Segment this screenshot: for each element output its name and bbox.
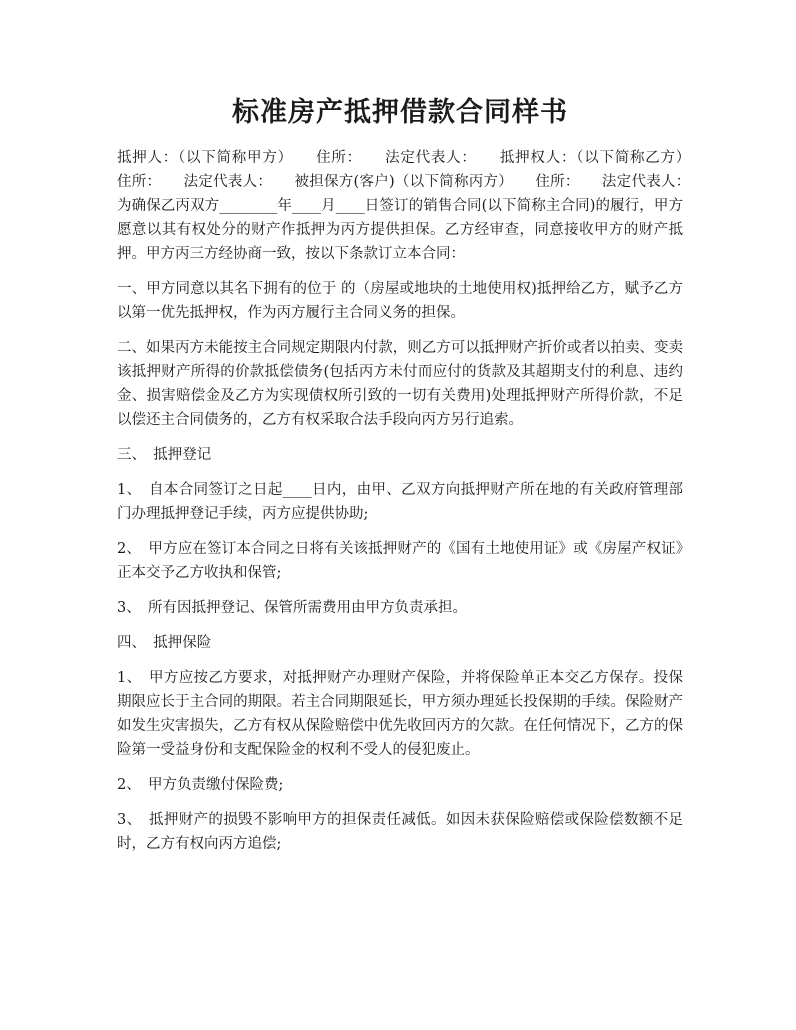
paragraph-insurance-2: 2、 甲方负责缴付保险费; (117, 777, 284, 793)
section-heading-insurance: 四、 抵押保险 (117, 635, 212, 651)
paragraph-insurance-3: 3、 抵押财产的损毁不影响甲方的担保责任减低。如因未获保险赔偿或保险偿数额不足时，乙方有权向丙方追偿; (117, 812, 683, 852)
paragraph-registration-1: 1、 自本合同签订之日起____日内，由甲、乙双方向抵押财产所在地的有关政府管理部门办理抵押登记手续，丙方应提供协助; (117, 482, 683, 522)
section-heading-registration: 三、 抵押登记 (117, 447, 212, 463)
paragraph-registration-3: 3、 所有因抵押登记、保管所需费用由甲方负责承担。 (117, 600, 467, 616)
document-body (117, 146, 712, 867)
paragraph-insurance-1: 1、 甲方应按乙方要求，对抵押财产办理财产保险，并将保险单正本交乙方保存。投保期限应长于主合同的期限。若主合同期限延长，甲方须办理延长投保期的手续。保险财产如发生灾害损失，乙方有权从保险赔偿中优先收回丙方的欠款。在任何情况下，乙方的保险第一受益身份和支配保险金的权利不受人的侵犯废止。 (117, 670, 683, 758)
paragraph-clause-2: 二、如果丙方未能按主合同规定期限内付款，则乙方可以抵押财产折价或者以拍卖、变卖该抵押财产所得的价款抵偿债务(包括丙方未付而应付的货款及其超期支付的利息、违约金、损害赔偿金及乙方为实现债权所引致的一切有关费用)处理抵押财产所得价款，不足以偿还主合同债务的，乙方有权采取合法手段向丙方另行追索。 (117, 340, 683, 428)
paragraph-parties: 抵押人：（以下简称甲方） 住所： 法定代表人： 抵押权人：（以下简称乙方） 住所： 法定代表人： 被担保方(客户)（以下简称丙方） 住所： 法定代表人： 为确保乙丙双方________年____月____日签订的销售合同(以下简称主合同)的履行，甲方愿意以其有权处分的财产作抵押为丙方提供担保。乙方经审查，同意接收甲方的财产抵押。甲方丙三方经协商一致，按以下条款订立本合同： (117, 150, 712, 262)
paragraph-registration-2: 2、 甲方应在签订本合同之日将有关该抵押财产的《国有土地使用证》或《房屋产权证》正本交予乙方收执和保管; (117, 541, 683, 581)
paragraph-clause-1: 一、甲方同意以其名下拥有的位于 的（房屋或地块的土地使用权)抵押给乙方，赋予乙方以第一优先抵押权，作为丙方履行主合同义务的担保。 (117, 281, 683, 321)
document-title: 标准房产抵押借款合同样书 (232, 97, 568, 128)
